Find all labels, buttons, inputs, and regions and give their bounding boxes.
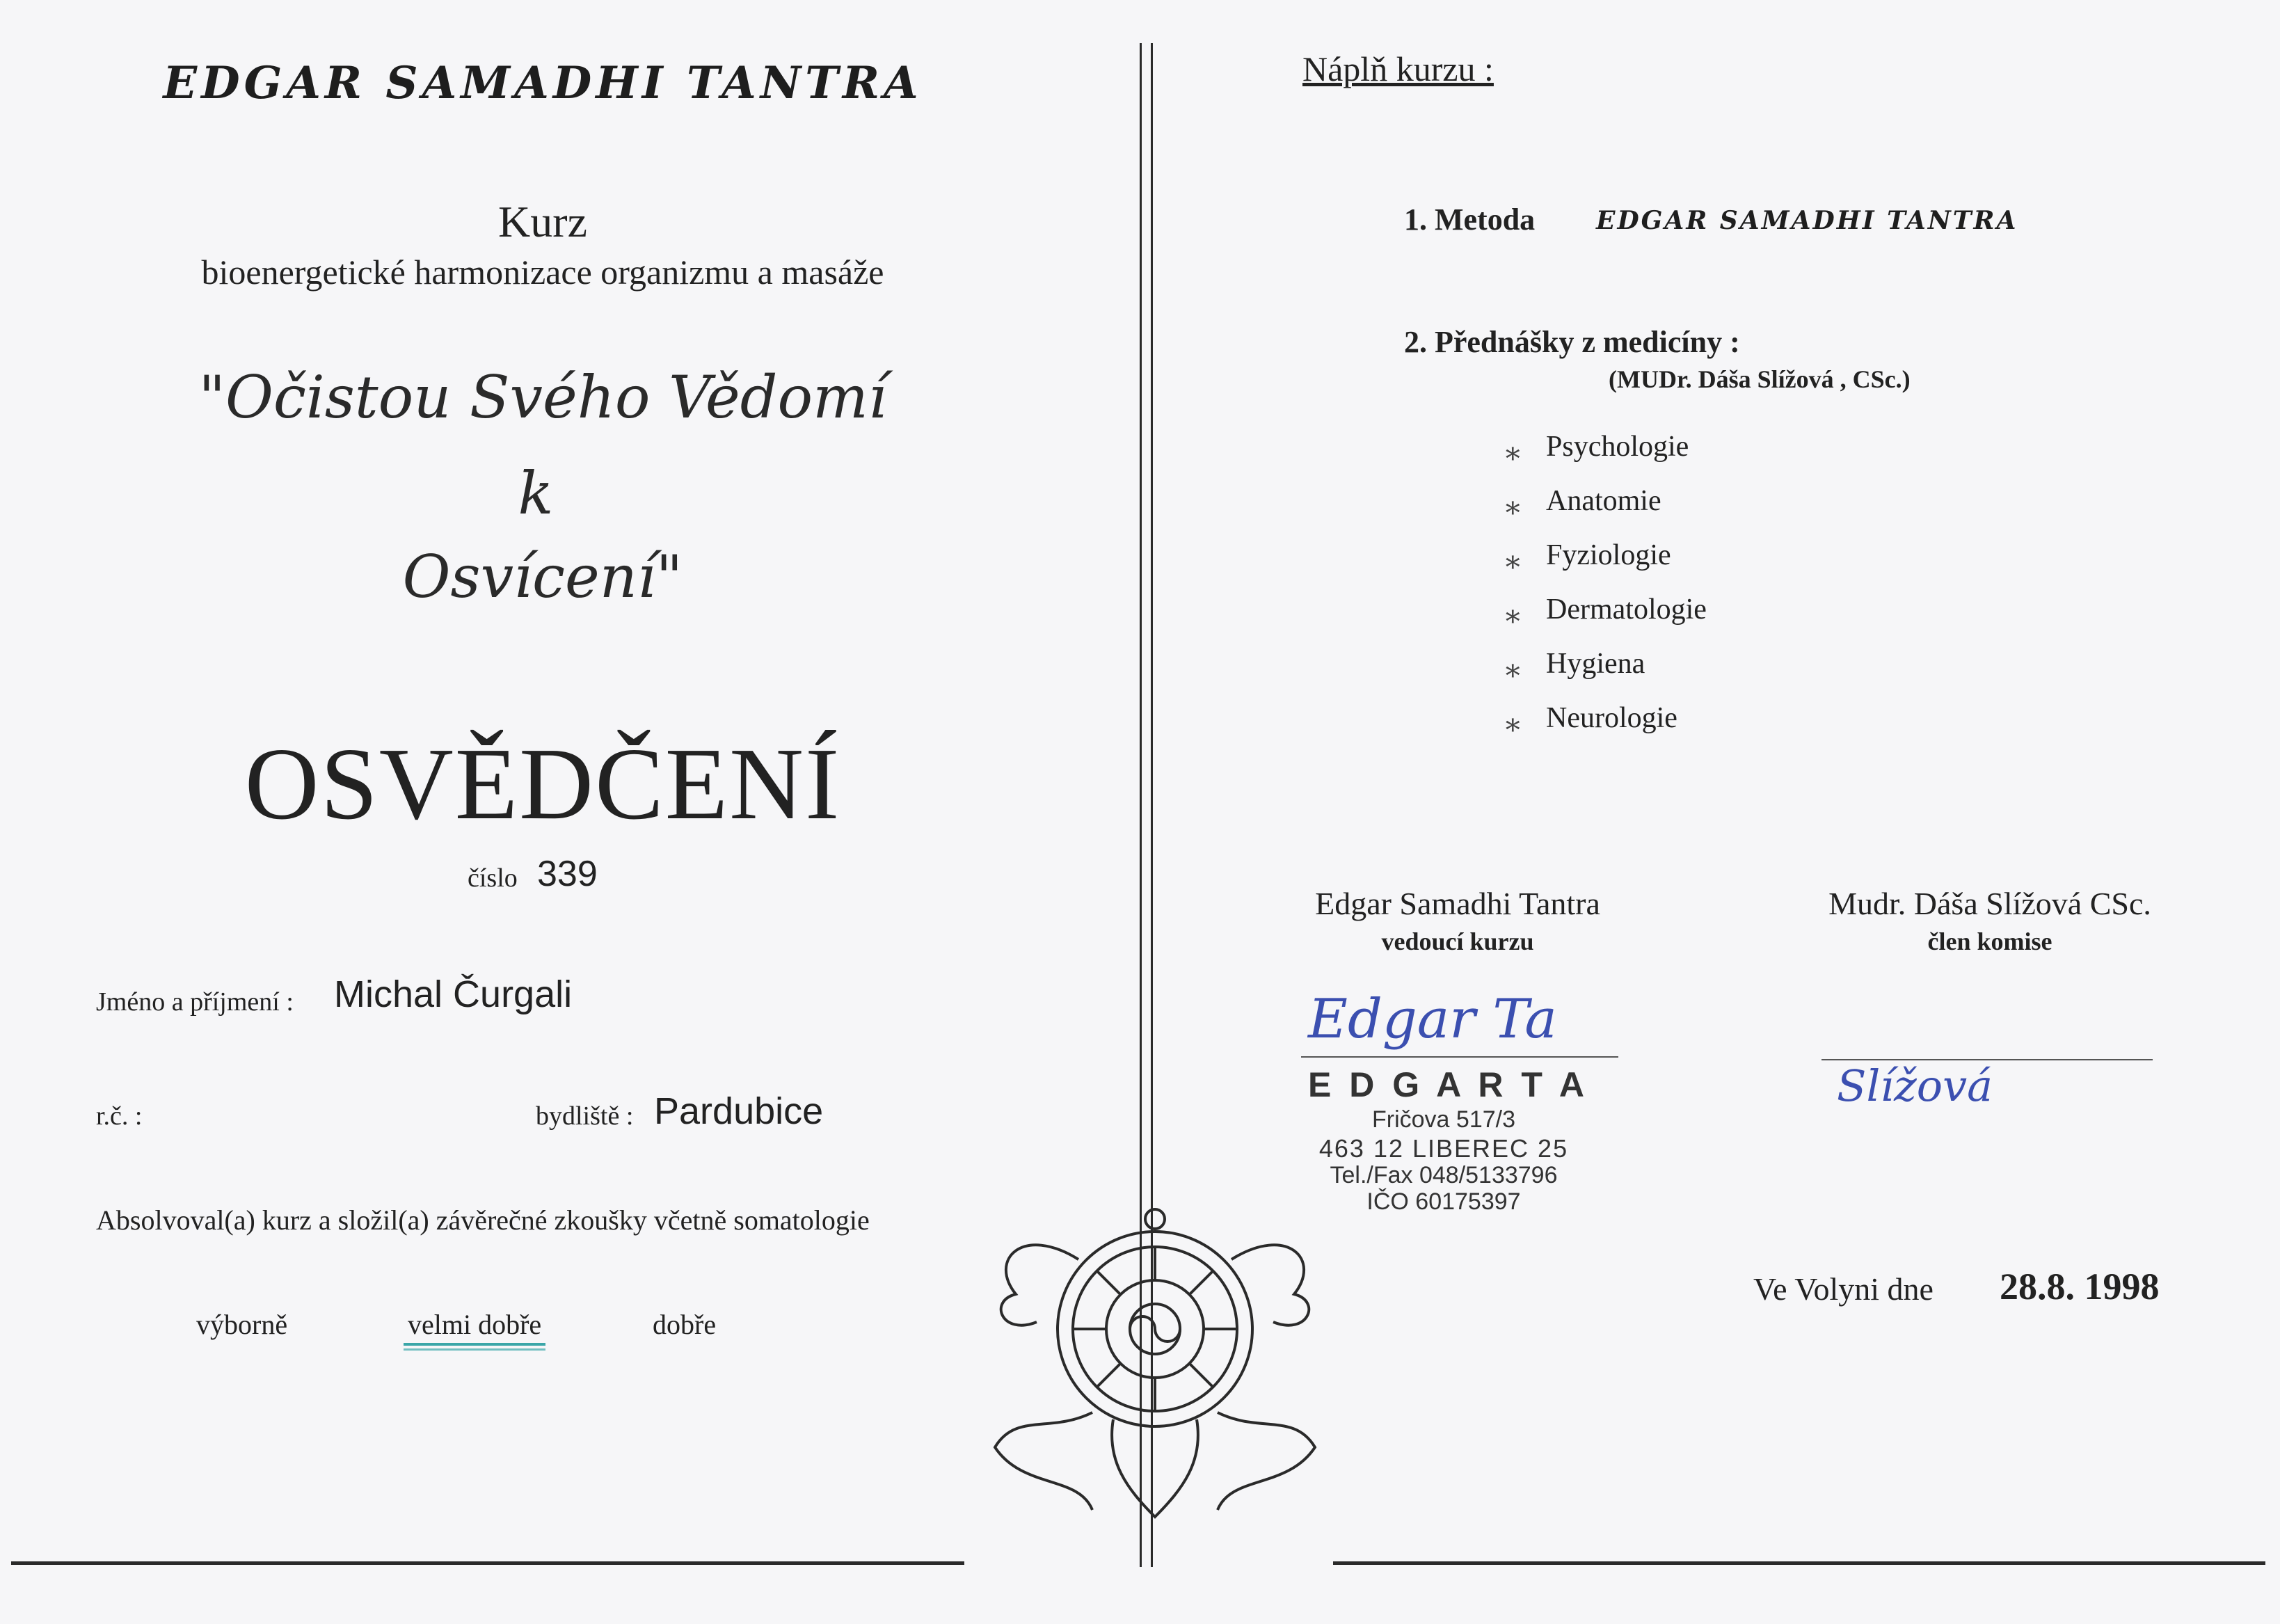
- stamp-phone: Tel./Fax 048/5133796: [1330, 1162, 1558, 1188]
- grade-good: dobře: [653, 1309, 717, 1340]
- motto-line-3: Osvícení": [402, 543, 683, 611]
- subject-item: Neurologie: [1546, 702, 1677, 734]
- issue-date: 28.8. 1998: [2000, 1266, 2160, 1307]
- grade-excellent: výborně: [196, 1309, 288, 1340]
- residence-label: bydliště :: [536, 1101, 634, 1131]
- residence-value: Pardubice: [654, 1090, 824, 1132]
- signer1-name: Edgar Samadhi Tantra: [1315, 886, 1600, 921]
- item1-brand: EDGAR SAMADHI TANTRA: [1596, 206, 2018, 235]
- item2-lecturer: (MUDr. Dáša Slížová , CSc.): [1609, 365, 1911, 393]
- subject-bullet: ∗: [1503, 438, 1523, 470]
- signer1-signature: Edgar Ta: [1308, 988, 1557, 1051]
- subject-item: Hygiena: [1546, 648, 1645, 680]
- selected-grade-underline: [404, 1343, 545, 1346]
- subject-item: Fyziologie: [1546, 539, 1671, 571]
- place-date-prefix: Ve Volyni dne: [1753, 1271, 1934, 1307]
- grade-very-good: velmi dobře: [408, 1309, 542, 1340]
- subject-bullet: ∗: [1503, 709, 1523, 741]
- brand-title: EDGAR SAMADHI TANTRA: [163, 57, 923, 109]
- signer1-signature-line: [1301, 1056, 1618, 1058]
- selected-grade-underline-2: [404, 1348, 545, 1351]
- number-label: číslo: [468, 863, 518, 893]
- stamp-address: Fričova 517/3: [1372, 1106, 1515, 1133]
- subject-item: Anatomie: [1546, 485, 1661, 517]
- signer2-signature: Slížová: [1837, 1060, 1993, 1111]
- certificate-heading: OSVĚDČENÍ: [244, 727, 841, 841]
- stamp-ico: IČO 60175397: [1366, 1188, 1521, 1215]
- course-word: Kurz: [498, 197, 587, 246]
- course-contents-title: Náplň kurzu :: [1302, 49, 1494, 88]
- subject-bullet: ∗: [1503, 492, 1523, 524]
- certificate-number: 339: [537, 854, 598, 894]
- bottom-rule-right: [1333, 1561, 2265, 1565]
- bottom-rule-left: [11, 1561, 964, 1565]
- subject-bullet: ∗: [1503, 655, 1523, 687]
- stamp-title: E D G A R T A: [1308, 1065, 1588, 1104]
- item1-label: 1. Metoda: [1404, 202, 1536, 237]
- subject-item: Psychologie: [1546, 431, 1689, 463]
- rc-label: r.č. :: [96, 1101, 143, 1131]
- signer1-role: vedoucí kurzu: [1381, 928, 1534, 955]
- course-subtitle: bioenergetické harmonizace organizmu a masáže: [201, 253, 884, 292]
- name-value: Michal Čurgali: [334, 973, 573, 1015]
- motto-line-2: k: [518, 459, 554, 527]
- signer2-role: člen komise: [1927, 928, 2052, 955]
- completion-statement: Absolvoval(a) kurz a složil(a) závěrečné zkoušky včetně somatologie: [96, 1204, 870, 1236]
- item2-label: 2. Přednášky z medicíny :: [1404, 325, 1740, 359]
- dharma-wheel-emblem: [974, 1183, 1336, 1531]
- subject-bullet: ∗: [1503, 600, 1523, 632]
- name-label: Jméno a příjmení :: [96, 987, 294, 1017]
- subject-item: Dermatologie: [1546, 594, 1707, 626]
- signer2-name: Mudr. Dáša Slížová CSc.: [1828, 886, 2151, 921]
- stamp-city: 463 12 LIBEREC 25: [1318, 1134, 1569, 1163]
- motto-line-1: "Očistou Svého Vědomí: [198, 363, 887, 431]
- subject-bullet: ∗: [1503, 546, 1523, 578]
